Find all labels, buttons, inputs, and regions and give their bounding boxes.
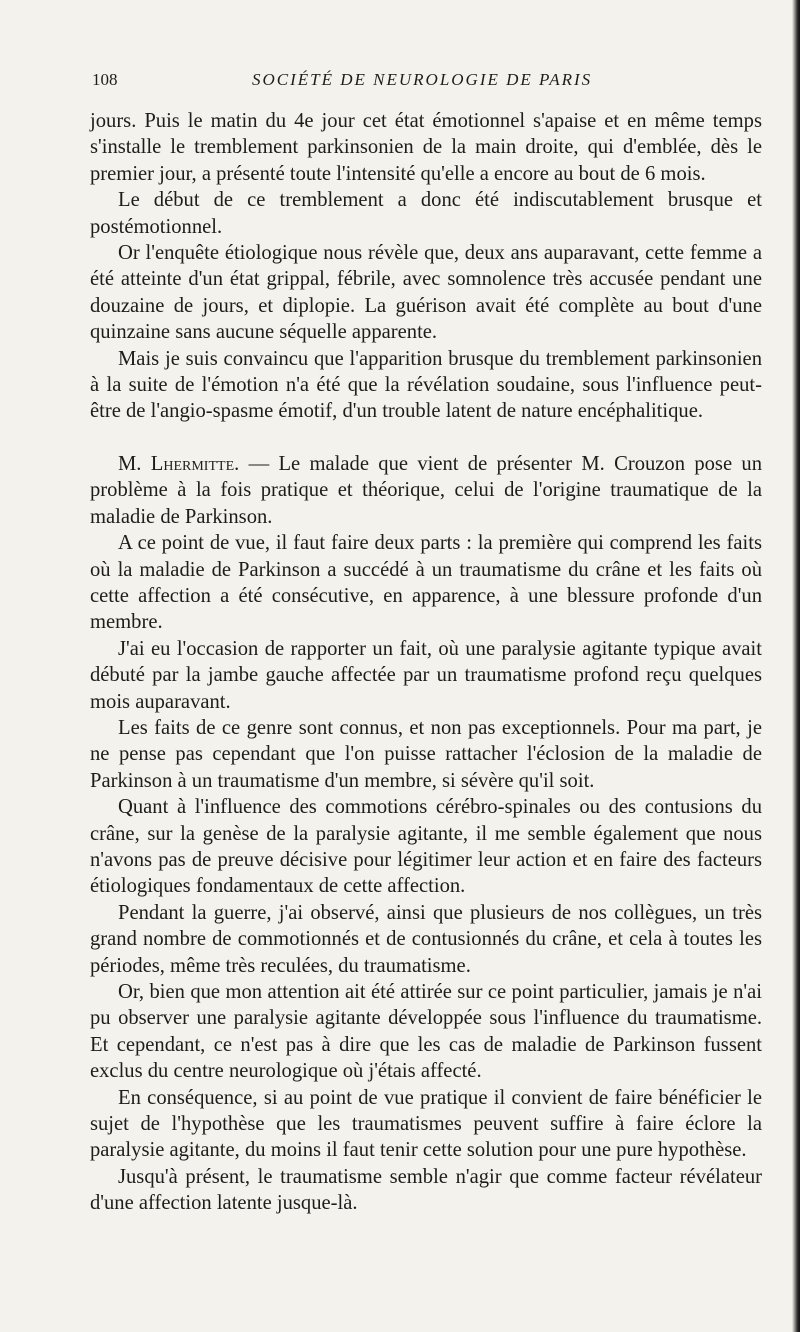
document-page [90, 70, 762, 1217]
body-text [90, 108, 762, 1217]
paragraph: Quant à l'influence des commotions cérébro-spinales ou des contusions du crâne, sur la genèse de la paralysie agitante, il me semble également que nous n'avons pas de preuve décisive pour légitimer leur action et en faire des facteurs étiologiques fondamentaux de cette affection. [90, 796, 762, 898]
paragraph: A ce point de vue, il faut faire deux parts : la première qui comprend les faits où la maladie de Parkinson a succédé à un traumatisme du crâne et les faits où cette affection a été consécutive, en apparence, à une blessure profonde d'un membre. [90, 532, 762, 634]
page-header [90, 70, 762, 94]
paragraph: J'ai eu l'occasion de rapporter un fait, où une paralysie agitante typique avait débuté par la jambe gauche affectée par un traumatisme profond reçu quelques mois auparavant. [90, 637, 762, 713]
page-number: 108 [92, 70, 118, 89]
paragraph-speaker [90, 451, 762, 530]
speaker-name: M. Lhermitte. [118, 452, 240, 475]
paragraph: Or l'enquête étiologique nous révèle que, deux ans auparavant, cette femme a été atteinte d'un état grippal, fébrile, avec somnolence très accusée pendant une douzaine de jours, et diplopie. La guérison avait été complète au bout d'une quinzaine sans aucune séquelle apparente. [90, 242, 762, 344]
paragraph: Pendant la guerre, j'ai observé, ainsi que plusieurs de nos collègues, un très grand nombre de commotionnés et de contusionnés du crâne, et cela à toutes les périodes, même très reculées, du traumatisme. [90, 901, 762, 977]
page-edge-shadow [792, 0, 800, 1332]
paragraph: Mais je suis convaincu que l'apparition brusque du tremblement parkinsonien à la suite de l'émotion n'a été que la révélation soudaine, sous l'influence peut-être de l'angio-spasme émotif, d'un trouble latent de nature encéphalitique. [90, 347, 762, 423]
paragraph: Jusqu'à présent, le traumatisme semble n'agir que comme facteur révélateur d'une affection latente jusque-là. [90, 1165, 762, 1215]
running-title: SOCIÉTÉ DE NEUROLOGIE DE PARIS [252, 70, 593, 89]
paragraph: jours. Puis le matin du 4e jour cet état émotionnel s'apaise et en même temps s'installe le tremblement parkinsonien de la main droite, qui d'emblée, dès le premier jour, a présenté toute l'intensité qu'elle a encore au bout de 6 mois. [90, 110, 762, 185]
paragraph: En conséquence, si au point de vue pratique il convient de faire bénéficier le sujet de l'hypothèse que les traumatismes peuvent suffire à faire éclore la paralysie agitante, du moins il faut tenir cette solution pour une pure hypothèse. [90, 1086, 762, 1162]
paragraph: Les faits de ce genre sont connus, et non pas exceptionnels. Pour ma part, je ne pense pas cependant que l'on puisse rattacher l'éclosion de la maladie de Parkinson à un traumatisme d'un membre, si sévère qu'il soit. [90, 716, 762, 792]
paragraph: Or, bien que mon attention ait été attirée sur ce point particulier, jamais je n'ai pu observer une paralysie agitante développée sous l'influence du traumatisme. Et cependant, ce n'est pas à dire que les cas de maladie de Parkinson fussent exclus du centre neurologique où j'étais affecté. [90, 981, 762, 1083]
paragraph: Le début de ce tremblement a donc été indiscutablement brusque et postémotionnel. [90, 189, 762, 238]
speaker-text: — Le malade que vient de présenter M. Crouzon pose un problème à la fois pratique et théorique, celui de l'origine traumatique de la maladie de Parkinson. [90, 452, 762, 528]
